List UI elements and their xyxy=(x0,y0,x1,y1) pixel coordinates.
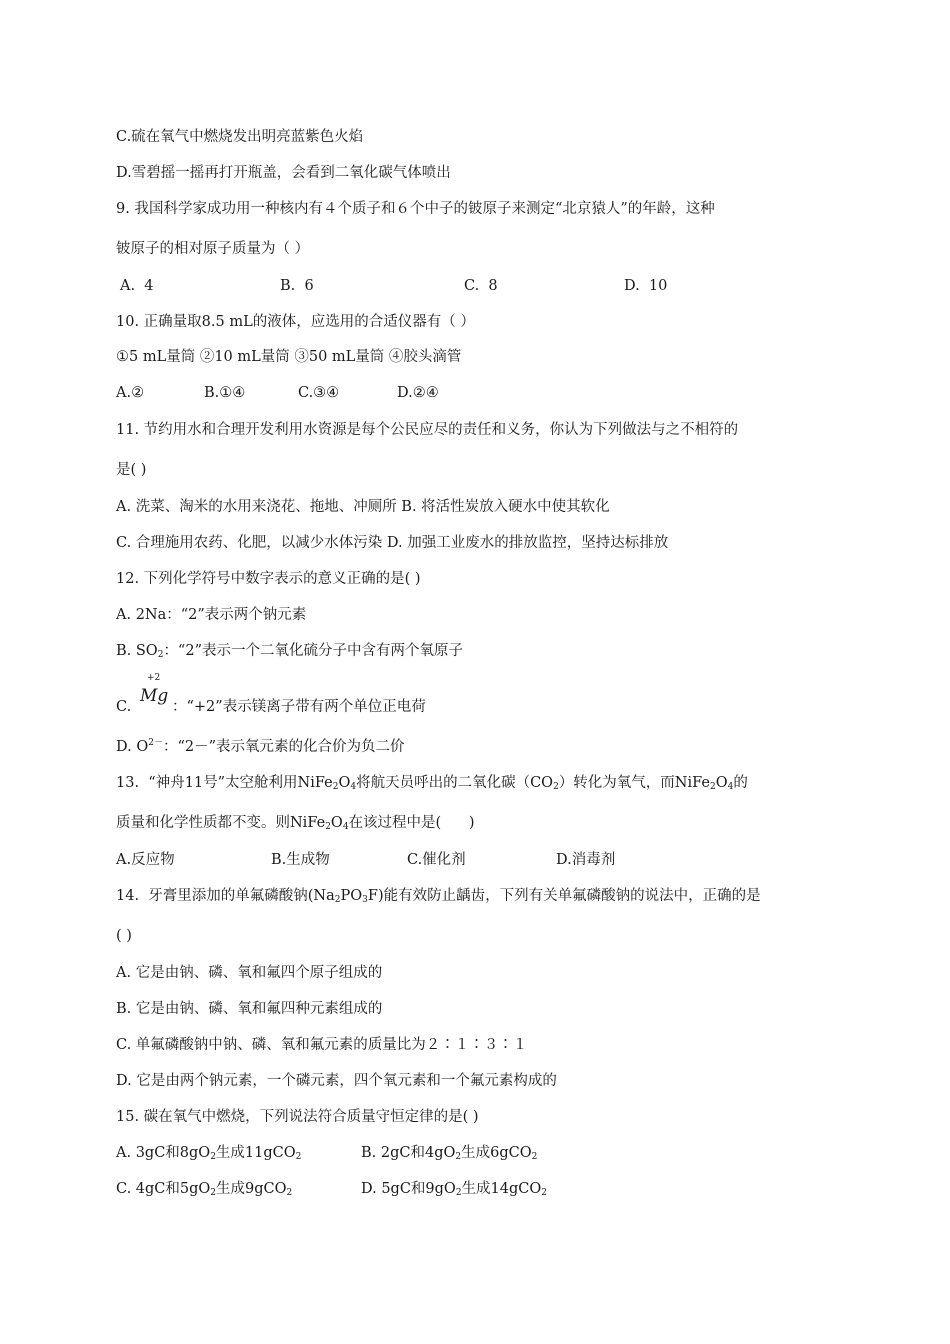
q14-option-c: C. 单氟磷酸钠中钠、磷、氧和氟元素的质量比为２∶１∶３∶１ xyxy=(116,1037,528,1053)
q11-stem-line2: 是( ) xyxy=(116,462,147,478)
q14-option-a: A. 它是由钠、磷、氧和氟四个原子组成的 xyxy=(116,965,383,981)
q15-option-b: B. 2gC和$4gO_2$生成6gCO$_2$ xyxy=(361,1145,538,1162)
q10-option-b: B.①④ xyxy=(204,385,246,401)
q13-stem-line2: 质量和化学性质都不变。则$NiFe_2O_4$在该过程中是( ) xyxy=(116,815,475,832)
q14-stem-line1: 14. 牙膏里添加的单氟磷酸钠$(Na_2PO_3F)$能有效防止龋齿，下列有关单氟磷酸钠的说法中，正确的是 xyxy=(116,888,761,905)
q15-option-d: D. 5gC和$9gO_2$生成14gCO$_2$ xyxy=(361,1181,548,1198)
q8-option-d: D.雪碧摇一摇再打开瓶盖，会看到二氧化碳气体喷出 xyxy=(116,165,451,181)
q10-option-d: D.②④ xyxy=(397,385,439,401)
q13-option-b: B.生成物 xyxy=(271,852,330,868)
q14-option-b: B. 它是由钠、磷、氧和氟四种元素组成的 xyxy=(116,1001,383,1017)
q9-option-b: B. 6 xyxy=(280,278,314,294)
q9-option-c: C. 8 xyxy=(464,278,498,294)
q12-option-a: A. 2Na：“2”表示两个钠元素 xyxy=(116,607,307,623)
q11-stem-line1: 11. 节约用水和合理开发利用水资源是每个公民应尽的责任和义务，你认为下列做法与之不相符的 xyxy=(116,422,739,438)
q12-option-b: B. $SO_2$：“2”表示一个二氧化硫分子中含有两个氧原子 xyxy=(116,643,463,660)
q15-option-c: C. 4gC和$5gO_2$生成9gCO$_2$ xyxy=(116,1181,293,1198)
magnesium-symbol: Mg xyxy=(140,686,169,706)
q12-option-d: D. $O^{2-}$：“2－”表示氧元素的化合价为负二价 xyxy=(116,738,405,755)
q12-option-c-text: ：“+2”表示镁离子带有两个单位正电荷 xyxy=(172,699,426,715)
q9-option-d: D. 10 xyxy=(624,278,668,294)
q10-option-c: C.③④ xyxy=(298,385,340,401)
q10-stem: 10. 正确量取8.5 mL的液体，应选用的合适仪器有（ ） xyxy=(116,314,475,330)
q13-stem-line1: 13. “神舟11号”太空舱利用$NiFe_2O_4$将航天员呼出的二氧化碳$(CO_2)$转化为氧气，而$NiFe_2O_4$的 xyxy=(116,775,748,792)
q12-stem: 12. 下列化学符号中数字表示的意义正确的是( ) xyxy=(116,571,421,587)
q11-options-cd: C. 合理施用农药、化肥，以减少水体污染 D. 加强工业废水的排放监控，坚持达标排放 xyxy=(116,535,669,551)
q8-option-c: C.硫在氧气中燃烧发出明亮蓝紫色火焰 xyxy=(116,129,364,145)
q15-stem: 15. 碳在氧气中燃烧，下列说法符合质量守恒定律的是( ) xyxy=(116,1109,479,1125)
q11-options-ab: A. 洗菜、淘米的水用来浇花、拖地、冲厕所 B. 将活性炭放入硬水中使其软化 xyxy=(116,499,610,515)
q13-option-a: A.反应物 xyxy=(116,852,175,868)
q9-stem-line1: 9. 我国科学家成功用一种核内有４个质子和６个中子的铍原子来测定“北京猿人”的年龄，这种 xyxy=(116,201,715,217)
q10-choices: ①5 mL量筒 ②10 mL量筒 ③50 mL量筒 ④胶头滴管 xyxy=(116,349,462,365)
q9-stem-line2: 铍原子的相对原子质量为（ ） xyxy=(116,241,310,257)
q15-option-a: A. 3gC和$8gO_2$生成11gCO$_2$ xyxy=(116,1145,302,1162)
q14-stem-line2: ( ) xyxy=(116,928,132,944)
q10-option-a: A.② xyxy=(116,385,145,401)
q9-option-a: A. 4 xyxy=(120,278,154,294)
q13-option-d: D.消毒剂 xyxy=(556,852,616,868)
magnesium-charge: +2 xyxy=(147,673,161,683)
q13-option-c: C.催化剂 xyxy=(407,852,466,868)
q14-option-d: D. 它是由两个钠元素，一个磷元素，四个氧元素和一个氟元素构成的 xyxy=(116,1073,557,1089)
q12-option-c-label: C. xyxy=(116,699,132,715)
